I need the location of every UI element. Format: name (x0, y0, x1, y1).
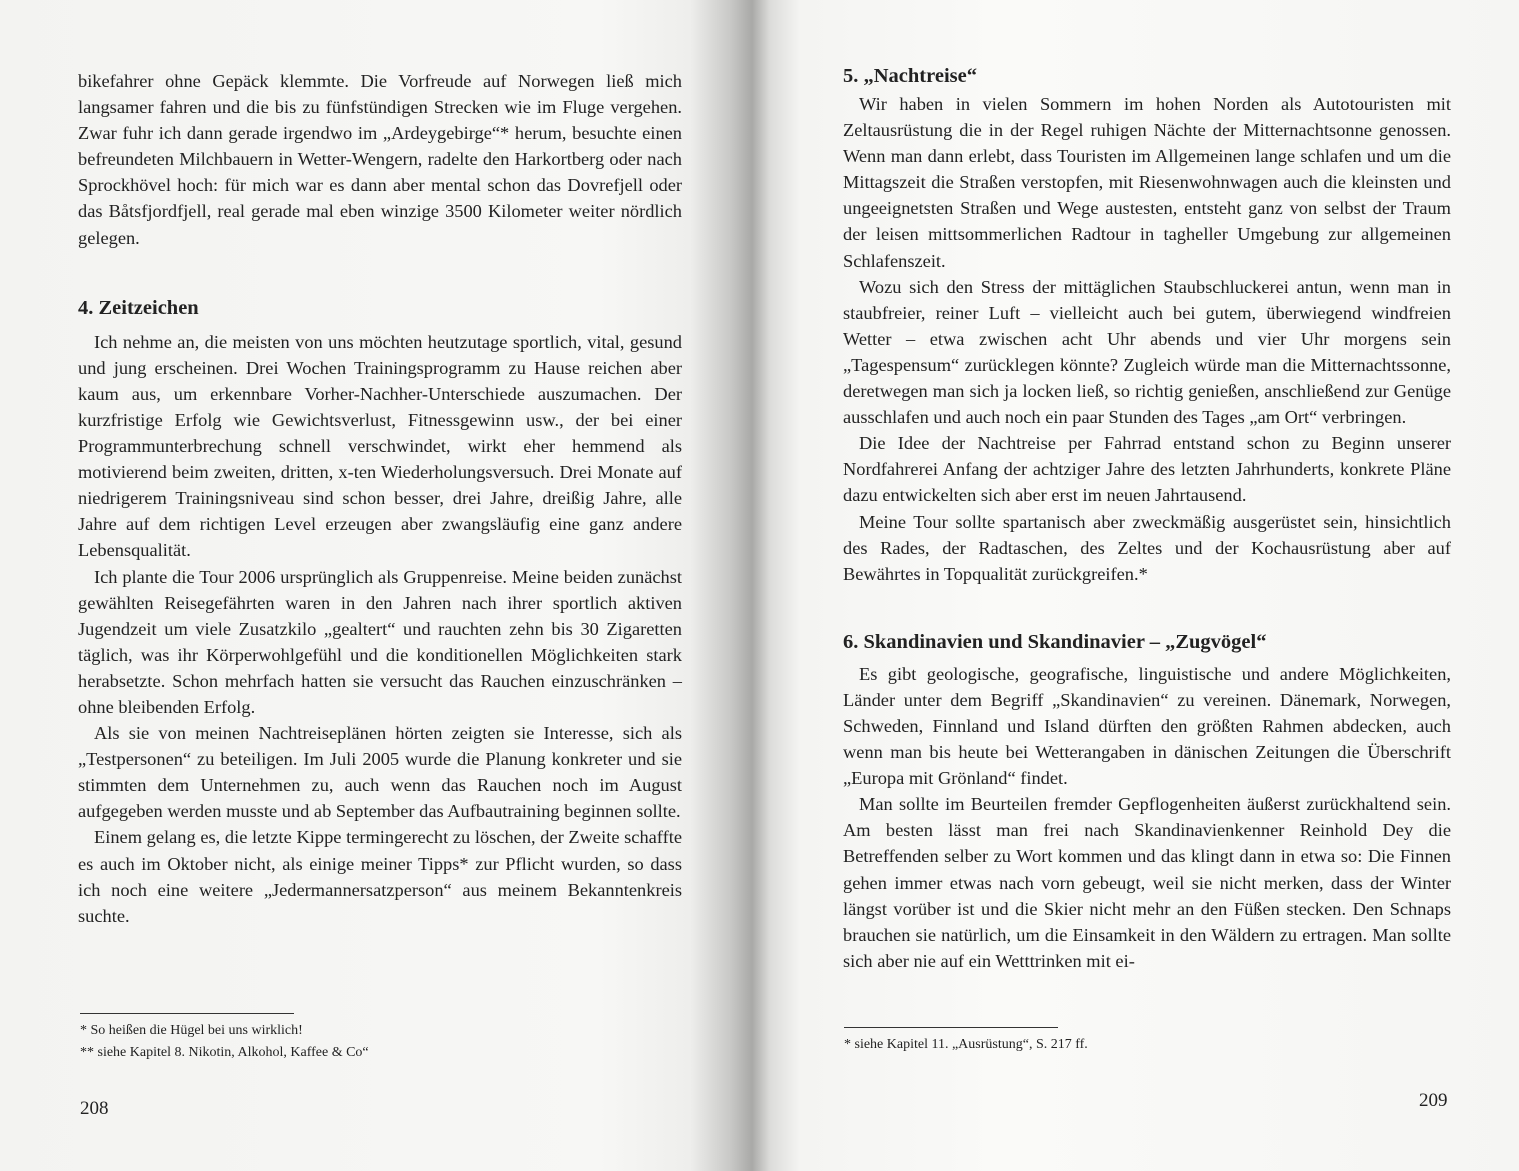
paragraph: Es gibt geologische, geografische, linguistische und andere Möglichkeiten, Länder unter dem Begriff „Skandinavien“ zu vereinen. Dänemark, Norwegen, Schweden, Finnland und Island dürften den größten Rahmen abdecken, auch wenn man bis heute bei Wetterangaben in dänischen Zeitungen die Überschrift „Europa mit Grönland“ findet. (843, 663, 1451, 789)
section-heading-nachtreise: 5. „Nachtreise“ (843, 65, 977, 87)
right-page-text (843, 63, 1451, 974)
page-number-left: 208 (80, 1098, 109, 1119)
footnote: * So heißen die Hügel bei uns wirklich! (80, 1023, 303, 1038)
section-heading-zeitzeichen: 4. Zeitzeichen (78, 296, 199, 319)
left-page-text (78, 68, 682, 929)
footnote-divider (80, 1013, 294, 1014)
paragraph: Man sollte im Beurteilen fremder Gepflogenheiten äußerst zurückhaltend sein. Am besten lässt man frei nach Skandinavienkenner Reinhold Dey die Betreffenden selber zu Wort kommen und das klingt dann in etwa so: Die Finnen gehen immer etwas nach vorn gebeugt, weil sie nicht merken, dass der Winter längst vorüber ist und die Skier nicht mehr an den Füßen stecken. Den Schnaps brauchen sie natürlich, um die Einsamkeit in den Wäldern zu ertragen. Man sollte sich aber nie auf ein Wetttrinken mit ei- (843, 794, 1451, 971)
paragraph: Wir haben in vielen Sommern im hohen Norden als Autotouristen mit Zeltausrüstung die in der Regel ruhigen Nächte der Mitternachtsonne genossen. Wenn man dann erlebt, dass Touristen im Allgemeinen lange schlafen und um die Mittagszeit die Straßen verstopfen, mit Riesenwohnwagen auch die kleinsten und ungeeignetsten Straßen und Wege austesten, entsteht ganz von selbst der Traum der leisen mittsommerlichen Radtour in tagheller Umgebung zur allgemeinen Schlafenszeit. (843, 94, 1451, 271)
paragraph: Wozu sich den Stress der mittäglichen Staubschluckerei antun, wenn man in staubfreier, reiner Luft – vielleicht auch bei gutem, überwiegend windfreien Wetter – etwa zwischen acht Uhr abends und vier Uhr morgens sein „Tagespensum“ zurücklegen könnte? Zugleich würde man die Mitternachtssonne, deretwegen man sich ja locken ließ, so richtig genießen, anschließend zur Genüge ausschlafen und auch noch ein paar Stunden des Tages „am Ort“ verbringen. (843, 276, 1451, 428)
footnote-divider (844, 1027, 1058, 1028)
paragraph: Ich plante die Tour 2006 ursprünglich als Gruppenreise. Meine beiden zunächst gewählten Reisegefährten waren in den Jahren nach ihrer sportlich aktiven Jugendzeit um viele Zusatzkilo „gealtert“ und rauchten zehn bis 30 Zigaretten täglich, was ihr Körperwohlgefühl und die konditionellen Möglichkeiten stark herabsetzte. Schon mehrfach hatten sie versucht das Rauchen einzuschränken – ohne bleibenden Erfolg. (78, 566, 682, 717)
paragraph: Ich nehme an, die meisten von uns möchten heutzutage sportlich, vital, gesund und jung erscheinen. Drei Wochen Trainingsprogramm zu Hause reichen aber kaum aus, um erkennbare Vorher-Nachher-Unterschiede auszumachen. Der kurzfristige Erfolg wie Gewichtsverlust, Fitnessgewinn usw., der bei einer Programmunterbrechung schnell verschwindet, wirkt eher hemmend als motivierend beim zweiten, dritten, x-ten Wiederholungsversuch. Drei Monate auf niedrigerem Trainingsniveau sind schon besser, drei Jahre, dreißig Jahre, alle Jahre auf dem richtigen Level erzeugen aber zwangsläufig eine ganz andere Lebensqualität. (78, 331, 682, 561)
intro-paragraph: bikefahrer ohne Gepäck klemmte. Die Vorfreude auf Norwegen ließ mich langsamer fahren und die bis zu fünfstündigen Strecken wie im Fluge vergehen. Zwar fuhr ich dann gerade irgendwo im „Ardeygebirge“* herum, besuchte einen befreundeten Milchbauern in Wetter-Wengern, radelte den Harkortberg oder nach Sprockhövel hoch: für mich war es dann aber mental schon das Dovrefjell oder das Båtsfjordfjell, real gerade mal eben winzige 3500 Kilometer weiter nördlich gelegen. (78, 71, 682, 248)
paragraph: Meine Tour sollte spartanisch aber zweckmäßig ausgerüstet sein, hinsichtlich des Rades, der Radtaschen, des Zeltes und der Kochausrüstung aber auf Bewährtes in Topqualität zurückgreifen.* (843, 511, 1451, 584)
footnote: ** siehe Kapitel 8. Nikotin, Alkohol, Kaffee & Co“ (80, 1045, 369, 1060)
left-footnotes (80, 1013, 680, 1064)
paragraph: Die Idee der Nachtreise per Fahrrad entstand schon zu Beginn unserer Nordfahrerei Anfang der achtziger Jahre des letzten Jahrhunderts, konkrete Pläne dazu entwickelten sich aber erst im neuen Jahrtausend. (843, 433, 1451, 506)
right-page (760, 0, 1519, 1171)
paragraph: Einem gelang es, die letzte Kippe termingerecht zu löschen, der Zweite schaffte es auch im Oktober nicht, als einige meiner Tipps* zur Pflicht wurden, so dass ich noch eine weitere „Jedermannersatzperson“ aus meinem Bekanntenkreis suchte. (78, 827, 682, 926)
paragraph: Als sie von meinen Nachtreiseplänen hörten zeigten sie Interesse, sich als „Testpersonen“ zu beteiligen. Im Juli 2005 wurde die Planung konkreter und sie stimmten dem Unternehmen zu, auch wenn das Rauchen noch im August aufgegeben werden musste und ab September das Aufbautraining beginnen sollte. (78, 723, 682, 822)
section-heading-skandinavien: 6. Skandinavien und Skandinavier – „Zugvögel“ (843, 630, 1267, 653)
page-number-right: 209 (1419, 1090, 1448, 1111)
right-footnotes (844, 1027, 1444, 1056)
footnote: * siehe Kapitel 11. „Ausrüstung“, S. 217 ff. (844, 1037, 1088, 1052)
